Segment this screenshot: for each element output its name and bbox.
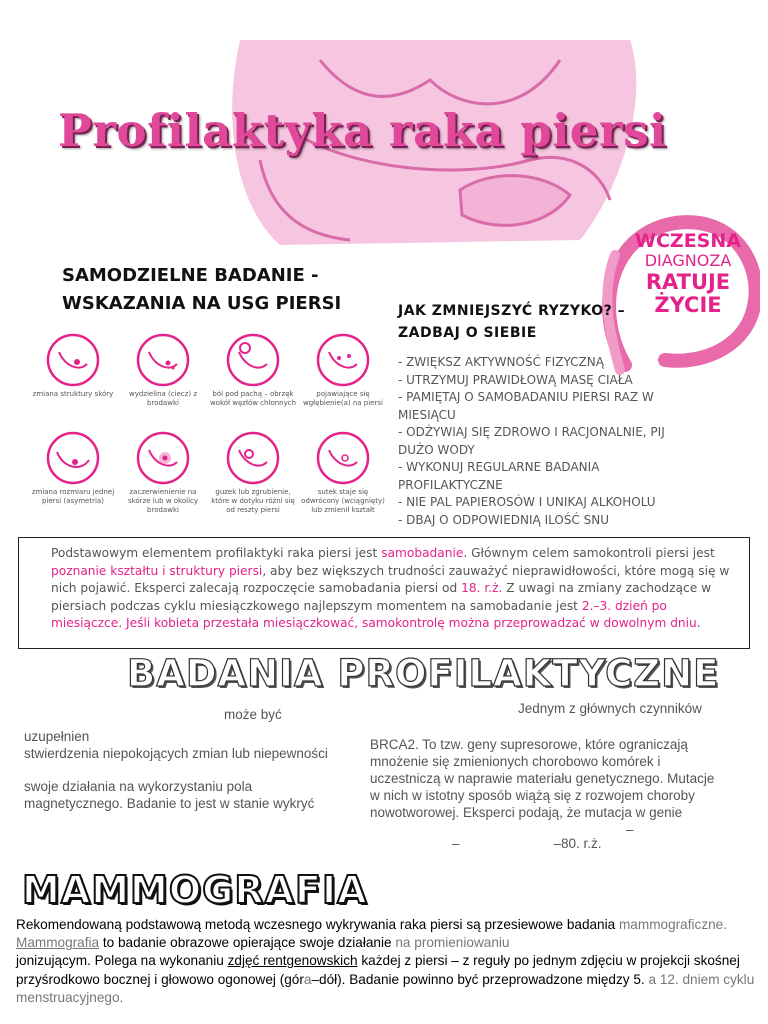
skin-structure-icon (45, 332, 101, 388)
text-fragment: BRCA2. To tzw. geny supresorowe, które ograniczają (370, 737, 688, 752)
risk-item: - PAMIĘTAJ O SAMOBADANIU PIERSI RAZ W MIESIĄCU (398, 390, 654, 422)
text-fragment: nowotworowej. Eksperci podają, że mutacja w genie (370, 805, 683, 820)
risk-item: - NIE PAL PAPIEROSÓW I UNIKAJ ALKOHOLU (398, 495, 656, 509)
badge-line-4: ŻYCIE (654, 293, 722, 317)
armpit-pain-icon (225, 332, 281, 388)
screening-right-column (370, 700, 760, 852)
symptom-caption: ból pod pachą – obrzęk wokół węzłów chłonnych (209, 390, 297, 407)
text-fragment: – (626, 822, 634, 837)
symptom-item (118, 332, 208, 432)
symptom-item (28, 430, 118, 530)
info-highlight: samobadanie (381, 546, 464, 560)
text-fragment: uzupełnien (24, 729, 90, 744)
mam-text: –dół). Badanie powinno być przeprowadzone między 5. (311, 971, 649, 987)
text-fragment: uczestniczą w naprawie materiału genetycznego. Mutacje (370, 771, 715, 786)
text-fragment: –80. r.ż. (553, 836, 602, 851)
info-text: . (696, 616, 701, 631)
info-highlight: 18. r.ż. (461, 581, 503, 596)
mam-text-faded: na promieniowaniu (395, 935, 510, 951)
symptom-item (208, 430, 298, 530)
symptom-caption: zmiana rozmiaru jednej piersi (asymetria) (31, 488, 115, 505)
info-highlight: poznanie kształtu i struktury piersi (51, 563, 263, 578)
text-fragment: może być (224, 707, 282, 722)
info-text: , aby bez większych trudności zauważyć nieprawidłowości, które mogą się w nich pojawić. Eksperci zalecają rozpoczęcie samobadania piersi od (51, 563, 730, 596)
text-fragment: mnożenie się zmienionych chorobowo komórek i (370, 754, 661, 769)
symptom-item (28, 332, 118, 432)
mam-text-faded: a 12. dniem cyklu menstruacyjnego. (16, 971, 755, 1005)
risk-item: - WYKONUJ REGULARNE BADANIA PROFILAKTYCZNE (398, 460, 600, 492)
risk-item: - UTRZYMUJ PRAWIDŁOWĄ MASĘ CIAŁA (398, 372, 633, 387)
redness-icon (135, 430, 191, 486)
screening-left-column (24, 706, 364, 812)
text-fragment: stwierdzenia niepokojących zmian lub niepewności (24, 746, 328, 761)
mam-text: to badanie obrazowe opierające swoje działanie (99, 935, 396, 951)
symptom-item (298, 332, 388, 432)
risk-title: JAK ZMNIEJSZYĆ RYZYKO? – ZADBAJ O SIEBIE (398, 303, 626, 341)
mam-text-faded: a (303, 971, 312, 987)
symptom-caption: sutek staje się odwrócony (wciągnięty) lub zmienił kształt (301, 488, 385, 514)
mam-text: jonizującym. Polega na wykonaniu (16, 953, 228, 969)
symptom-icons-grid (28, 332, 388, 532)
badge-line-2: DIAGNOZA (644, 251, 732, 270)
badge-line-1: WCZESNA (635, 230, 741, 252)
symptom-caption: zmiana struktury skóry (32, 390, 114, 398)
symptom-item (298, 430, 388, 530)
nipple-discharge-icon (135, 332, 191, 388)
text-fragment: Jednym z głównych czynników (518, 701, 702, 716)
mam-term-link: Mammografia (16, 935, 100, 951)
self-exam-title: SAMODZIELNE BADANIE - WSKAZANIA NA USG PIERSI (62, 265, 342, 314)
symptom-item (118, 430, 208, 530)
symptom-caption: pojawiające się wgłębienie(a) na piersi (303, 390, 383, 407)
symptom-caption: guzek lub zgrubienie, które w dotyku różni się od reszty piersi (211, 488, 295, 514)
lump-icon (225, 430, 281, 486)
mammography-paragraph (16, 916, 760, 1007)
mam-text: Rekomendowaną podstawową metodą wczesnego wykrywania raka piersi są przesiewowe badania (16, 917, 619, 932)
info-highlight: Jeśli kobieta przestała miesiączkować, samokontrolę można przeprowadzać w dowolnym dniu (126, 616, 697, 631)
info-text: Z uwagi na zmiany zachodzące w piersiach podczas cyklu miesiączkowego najlepszym momentem na samobadanie jest (51, 581, 712, 613)
risk-item: - DBAJ O ODPOWIEDNIĄ ILOŚĆ SNU (398, 512, 610, 527)
text-fragment: – (452, 836, 460, 851)
text-fragment: swoje działania na wykorzystaniu pola (24, 779, 253, 794)
info-text: . (118, 616, 127, 631)
info-text: . Głównym celem samokontroli piersi jest (463, 546, 715, 560)
text-fragment: magnetycznego. Badanie to jest w stanie wykryć (24, 796, 315, 811)
info-text: Podstawowym elementem profilaktyki raka piersi jest (51, 546, 382, 560)
mam-term-link: zdjęć rentgenowskich (227, 953, 358, 969)
text-fragment: w nich w istotny sposób wiążą się z rozwojem choroby (370, 788, 695, 803)
self-exam-info-box (18, 537, 750, 649)
mam-text: każdej z piersi – z reguły po jednym zdjęciu w projekcji skośnej przyśrodkowo bocznej i głowowo ogonowej (gór (16, 953, 740, 987)
info-paragraph (51, 545, 741, 633)
dimples-icon (315, 332, 371, 388)
risk-list (398, 354, 668, 529)
risk-item: - ZWIĘKSZ AKTYWNOŚĆ FIZYCZNĄ (398, 355, 604, 369)
symptom-item (208, 332, 298, 432)
screening-section-title: BADANIA PROFILAKTYCZNE (127, 652, 720, 695)
mammography-title: MAMMOGRAFIA (22, 868, 368, 912)
symptom-caption: zaczerwienienie na skórze lub w okolicy brodawki (127, 488, 199, 514)
page-title: Profilaktyka raka piersi (58, 104, 667, 157)
badge-line-3: RATUJE (645, 270, 731, 294)
mam-text-faded: mammograficzne. (618, 917, 728, 932)
inverted-nipple-icon (315, 430, 371, 486)
size-change-icon (45, 430, 101, 486)
info-highlight: 2.–3. dzień po miesiączce (51, 598, 667, 631)
risk-item: - ODŻYWIAJ SIĘ ZDROWO I RACJONALNIE, PIJ DUŻO WODY (398, 425, 665, 457)
symptom-caption: wydzielina (ciecz) z brodawki (128, 390, 198, 407)
